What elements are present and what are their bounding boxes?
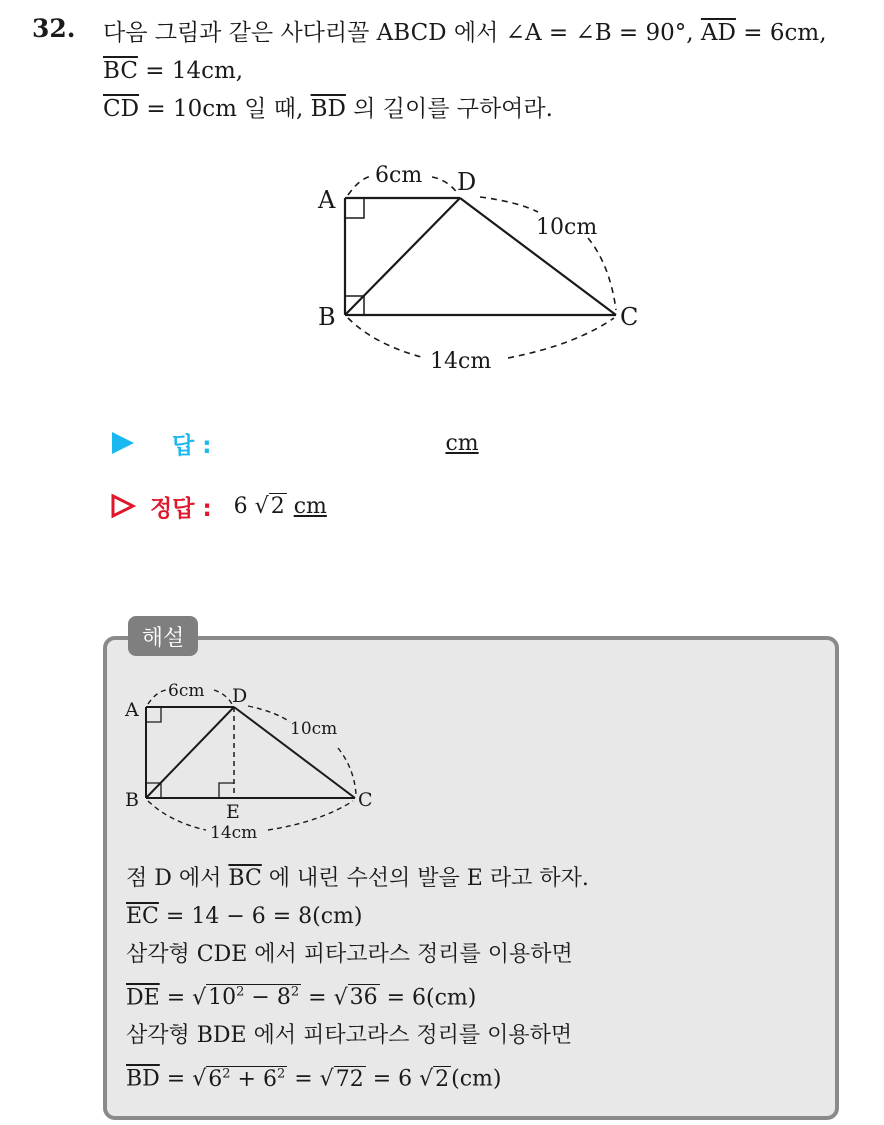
question-line-1: 다음 그림과 같은 사다리꼴 ABCD 에서 ∠A = ∠B = 90°, $\overline{AD} = 6cm$, bbox=[103, 20, 827, 46]
answer-unit: cm bbox=[445, 430, 479, 456]
solution-line-6: $\overline{BD} = √6^2 + 6^2 = √72 = 6$ √2(cm) bbox=[126, 1066, 502, 1092]
solution-tag: 해설 bbox=[128, 616, 198, 656]
segment-bc: $\overline{BC}$ bbox=[103, 58, 138, 84]
solution-label-bc: 14cm bbox=[210, 823, 258, 843]
solution-line-1: 점 D 에서 $\overline{BC}$ 에 내린 수선의 발을 E 라고 하자. bbox=[126, 866, 589, 891]
solution-dimension-arcs bbox=[148, 690, 356, 830]
solution-line-2: $\overline{EC} = 14 - 6 = 8(cm)$ bbox=[126, 904, 363, 929]
arc-bc-left bbox=[348, 318, 425, 358]
solution-line-5: 삼각형 BDE 에서 피타고라스 정리를 이용하면 bbox=[126, 1023, 573, 1049]
solution-vertex-b: B bbox=[125, 789, 139, 811]
solution-vertex-a: A bbox=[125, 699, 139, 721]
solution-vertex-c: C bbox=[358, 789, 373, 811]
solution-label-dc: 10cm bbox=[290, 719, 338, 739]
correct-label: 정답 : bbox=[150, 495, 212, 522]
answer-arrow-icon bbox=[110, 430, 136, 456]
dimension-arcs bbox=[348, 176, 616, 358]
solution-vertex-e: E bbox=[226, 801, 240, 823]
correct-arrow-icon bbox=[110, 493, 136, 519]
question-line-2: $\overline{BC} = 14cm$, bbox=[103, 58, 244, 84]
answer-label: 답 : bbox=[172, 432, 212, 459]
question-text bbox=[103, 14, 873, 128]
segment-cd: $\overline{CD}$ bbox=[103, 96, 140, 122]
answer-row bbox=[110, 426, 479, 460]
segment-bd: $\overline{BD}$ bbox=[310, 96, 346, 122]
solution-line-4: $\overline{DE} = √10^2 - 8^2 = √36 = 6(cm)$ bbox=[126, 985, 477, 1011]
question-line-3: $\overline{CD} = 10cm$ 일 때, $\overline{BD}$ 의 길이를 구하여라. bbox=[103, 96, 553, 122]
trapezoid-figure bbox=[300, 150, 680, 390]
question-number: 32. bbox=[32, 14, 76, 43]
arc-dc-lower bbox=[588, 238, 616, 310]
label-ad-length: 6cm bbox=[375, 163, 423, 188]
vertex-b: B bbox=[318, 303, 336, 331]
solution-figure bbox=[118, 676, 388, 846]
arc-bc-right bbox=[508, 318, 614, 358]
arc-ad-left bbox=[348, 176, 372, 195]
arc-dc-upper bbox=[480, 197, 538, 212]
label-dc-length: 10cm bbox=[536, 215, 598, 240]
vertex-a: A bbox=[318, 186, 336, 214]
solution-line-3: 삼각형 CDE 에서 피타고라스 정리를 이용하면 bbox=[126, 942, 573, 967]
diagonal-bd bbox=[345, 198, 460, 315]
correct-answer-row bbox=[110, 489, 327, 523]
solution-vertex-d: D bbox=[232, 685, 248, 707]
right-angle-a bbox=[345, 198, 364, 218]
solution-label-ad: 6cm bbox=[168, 681, 205, 701]
vertex-c: C bbox=[620, 303, 639, 331]
correct-value: 6 √2 cm bbox=[233, 493, 327, 519]
solution-text bbox=[126, 860, 826, 1099]
segment-ad: $\overline{AD}$ bbox=[700, 20, 736, 46]
vertex-d: D bbox=[457, 168, 477, 196]
arc-ad-right bbox=[432, 177, 458, 194]
label-bc-length: 14cm bbox=[430, 349, 492, 374]
